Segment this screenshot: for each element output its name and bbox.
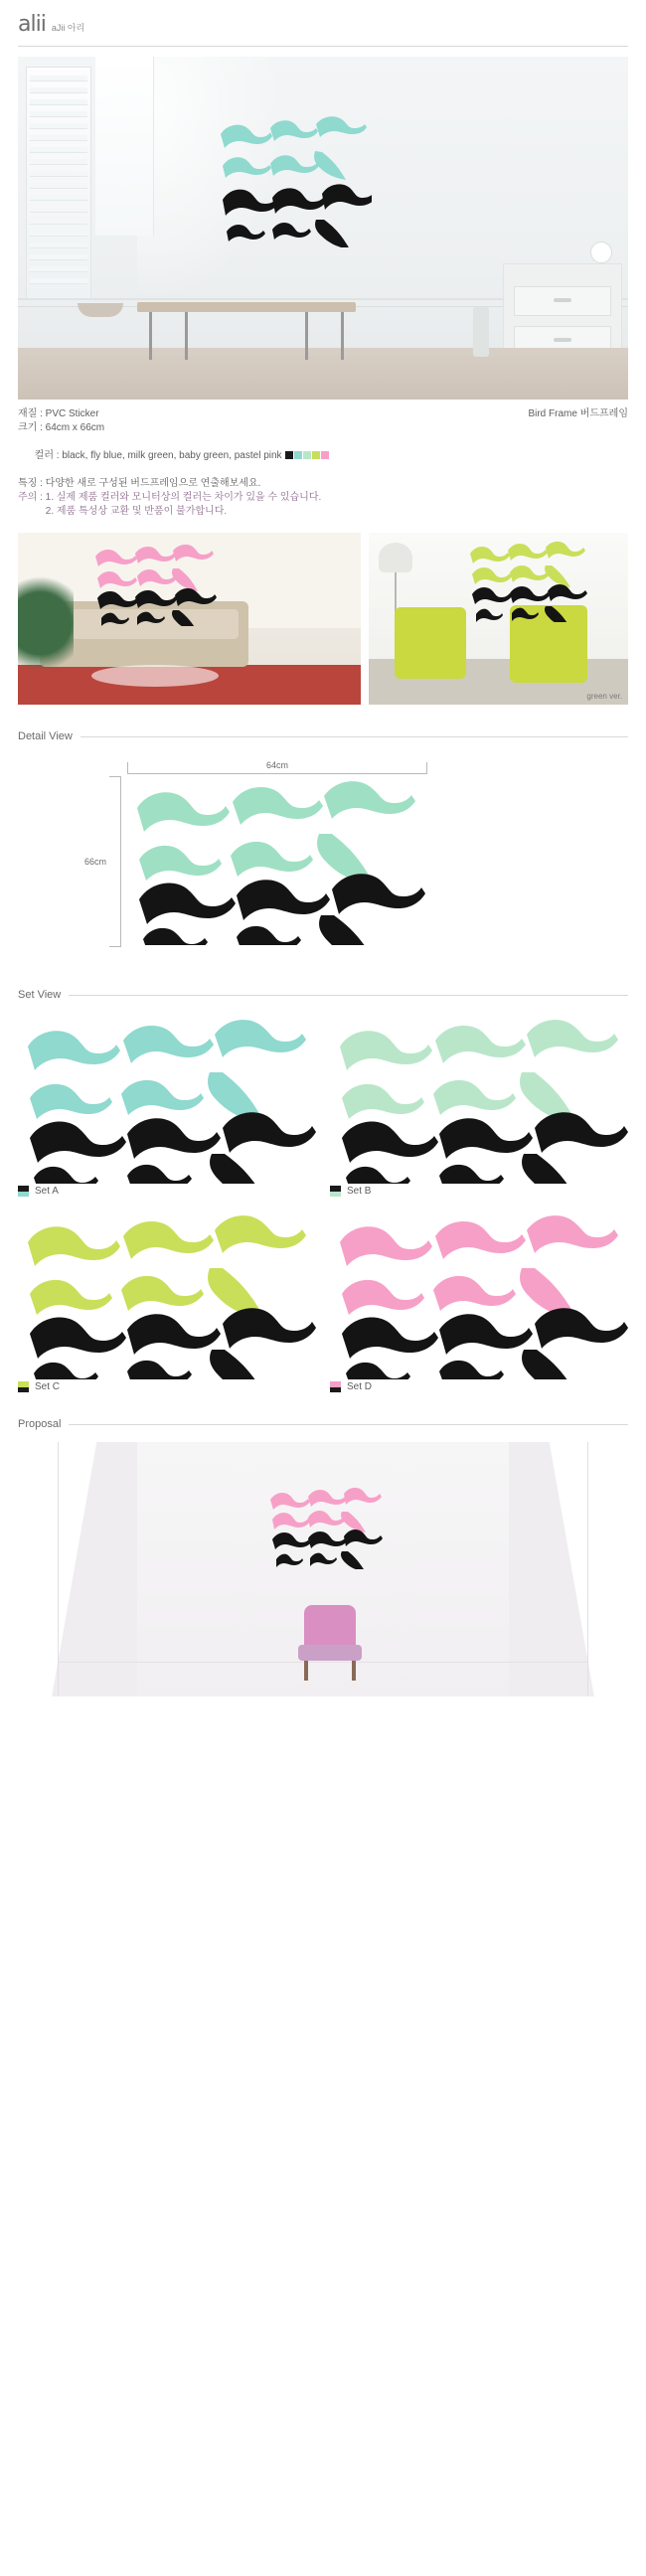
set-a-color-chip (18, 1186, 29, 1197)
set-b-artwork (330, 1015, 628, 1184)
set-d-color-chip (330, 1381, 341, 1392)
product-specs (18, 407, 628, 519)
hero-window-blinds (26, 67, 91, 303)
hero-table-top (137, 302, 356, 312)
set-a-label-row (18, 1186, 316, 1197)
spec-size: 크기 : 64cm x 66cm (18, 422, 105, 433)
spec-caution-2: 2. 제품 특성상 교환 및 반품이 불가합니다. (18, 506, 228, 517)
page-header (0, 0, 646, 42)
set-c-artwork (18, 1210, 316, 1379)
hero-clock (590, 242, 612, 263)
height-dimension-label: 66cm (81, 855, 109, 869)
set-view-title: Set View (18, 989, 62, 1001)
photo-caption-green: green ver. (586, 692, 622, 701)
hero-window-panel (95, 57, 154, 236)
proposal-corner-right (587, 1442, 588, 1696)
set-c-color-chip (18, 1381, 29, 1392)
brand-logo[interactable]: alii (18, 12, 46, 37)
set-d-label: Set D (347, 1381, 373, 1392)
chair-leg (304, 1661, 308, 1681)
photo-coffee-table (91, 665, 219, 687)
hero-bird-sticker-flock (213, 108, 372, 247)
width-dimension-label: 64cm (261, 760, 293, 770)
heading-rule (69, 995, 628, 996)
proposal-chair (298, 1605, 362, 1679)
hero-vase (473, 307, 489, 357)
height-dimension (84, 776, 121, 947)
proposal-bird-sticker (264, 1486, 384, 1569)
detail-view-title: Detail View (18, 730, 73, 742)
brand-subtitle: aJii 아리 (51, 23, 85, 33)
proposal-render (18, 1442, 628, 1696)
detail-view-section (18, 730, 628, 963)
spec-color: 컬러 : black, fly blue, milk green, baby green, pastel pink (34, 450, 282, 461)
set-a-label: Set A (35, 1186, 59, 1197)
lifestyle-photo-row (18, 533, 628, 705)
lifestyle-photo-pink (18, 533, 361, 705)
spec-material: 재질 : PVC Sticker (18, 408, 99, 419)
hero-room-photo (18, 57, 628, 400)
proposal-right-wall (509, 1442, 628, 1696)
color-swatches (285, 451, 329, 459)
photo2-chair-left (395, 607, 466, 679)
chair-seat (298, 1645, 362, 1661)
page-bottom-spacer (0, 1696, 646, 1726)
heading-rule (69, 1424, 628, 1425)
set-b-label: Set B (347, 1186, 372, 1197)
set-d-artwork (330, 1210, 628, 1379)
spec-color-row (18, 435, 628, 477)
photo-plant (18, 576, 74, 694)
set-cell-d[interactable] (330, 1210, 628, 1392)
proposal-heading (18, 1418, 628, 1430)
photo-bird-sticker-green (464, 539, 589, 622)
heading-rule (81, 736, 628, 737)
proposal-title: Proposal (18, 1418, 62, 1430)
set-grid (18, 1015, 628, 1392)
set-b-label-row (330, 1186, 628, 1197)
lifestyle-photo-green (369, 533, 628, 705)
detail-view-heading (18, 730, 628, 742)
proposal-left-wall (18, 1442, 137, 1696)
proposal-section (18, 1418, 628, 1696)
hero-bowl (78, 303, 123, 317)
chair-back (304, 1605, 356, 1649)
set-a-artwork (18, 1015, 316, 1184)
set-c-label: Set C (35, 1381, 61, 1392)
set-cell-b[interactable] (330, 1015, 628, 1197)
set-d-label-row (330, 1381, 628, 1392)
detail-view-diagram (18, 754, 628, 963)
width-dimension (127, 762, 427, 774)
set-cell-a[interactable] (18, 1015, 316, 1197)
set-cell-c[interactable] (18, 1210, 316, 1392)
set-c-label-row (18, 1381, 316, 1392)
detail-bird-artwork (127, 776, 425, 945)
photo2-floor-lamp (379, 543, 412, 572)
chair-leg (352, 1661, 356, 1681)
spec-feature: 특징 : 다양한 새로 구성된 버드프레임으로 연출해보세요. (18, 478, 261, 489)
set-b-color-chip (330, 1186, 341, 1197)
hero-table-legs (145, 312, 348, 360)
set-view-heading (18, 989, 628, 1001)
set-view-section (18, 989, 628, 1392)
proposal-corner-left (58, 1442, 59, 1696)
header-divider (18, 46, 628, 47)
product-title: Bird Frame 버드프레임 (528, 408, 628, 419)
spec-caution-1: 주의 : 1. 실제 제품 컬러와 모니터상의 컬러는 차이가 있을 수 있습니다. (18, 492, 322, 503)
photo-bird-sticker-pink (89, 541, 217, 626)
